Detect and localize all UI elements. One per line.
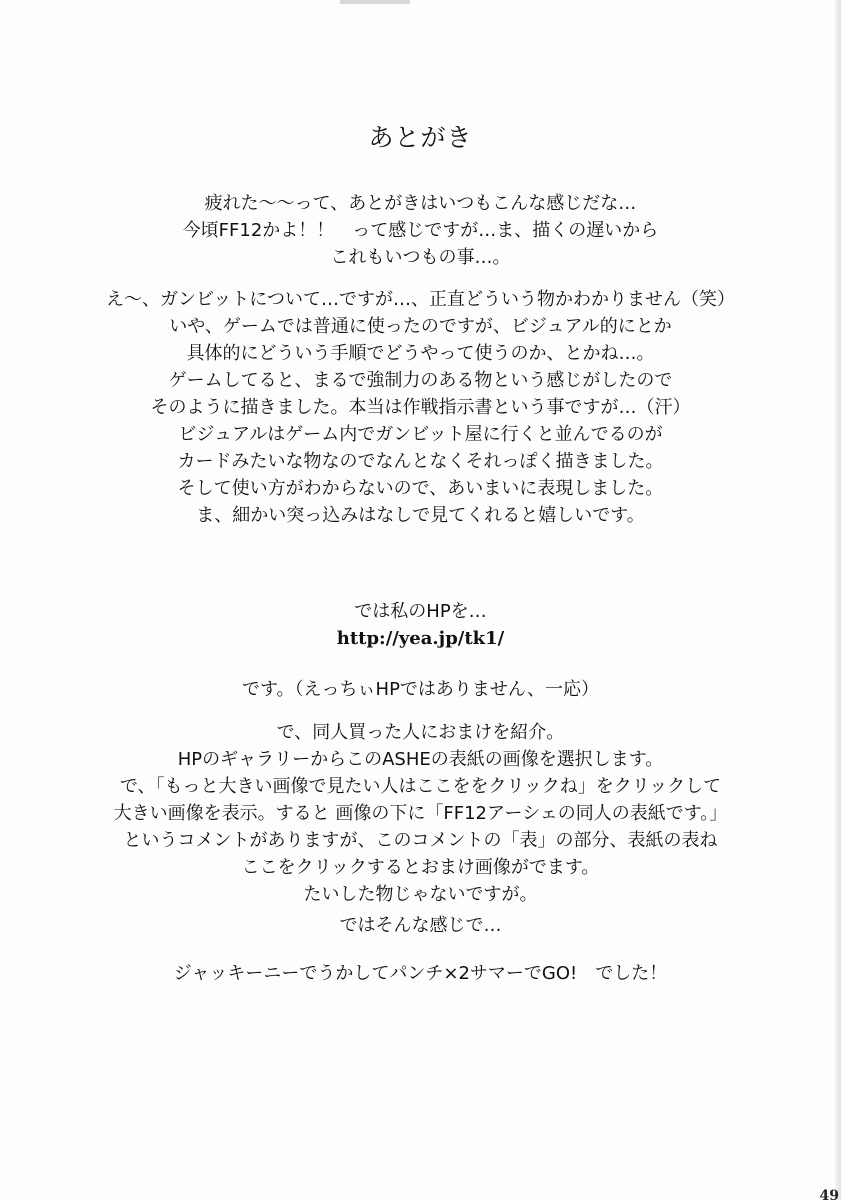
top-edge-mark [340,0,410,4]
homepage-note [40,676,801,703]
paragraph-intro [40,190,801,271]
text-line: ビジュアルはゲーム内でガンビット屋に行くと並んでるのが [178,424,663,445]
text-line: そして使い方がわからないので、あいまいに表現しました。 [177,478,664,499]
text-line: HPのギャラリーからこのASHEの表紙の画像を選択します。 [177,749,664,770]
text-line: カードみたいな物なのでなんとなくそれっぽく描きました。 [177,451,664,472]
homepage-intro [40,598,801,625]
text-line: え〜、ガンビットについて…ですが…、正直どういう物かわかりません（笑） [106,289,735,310]
text-line: では私のHPを… [354,601,487,622]
closing-line-1 [40,912,801,939]
text-line: ジャッキーニーでうかしてパンチ×2サマーでGO! でした！ [173,963,668,984]
text-line: たいした物じゃないですが。 [303,884,538,905]
text-line: いや、ゲームでは普通に使ったのですが、ビジュアル的にとか [169,316,672,337]
homepage-url-block [40,625,801,652]
text-line: これもいつもの事…。 [330,247,511,268]
text-line: 具体的にどういう手順でどうやって使うのか、とかね…。 [186,343,655,364]
text-line: ま、細かい突っ込みはなしで見てくれると嬉しいです。 [196,505,645,526]
page-number: 49 [819,1188,839,1204]
page-edge-shadow [835,0,841,1200]
text-line: で、同人買った人におまけを紹介。 [276,722,565,743]
closing-line-2 [40,960,801,987]
paragraph-note [40,502,801,529]
text-line: 今頃FF12かよ！！ って感じですが…ま、描くの遅いから [182,220,659,241]
text-line: 疲れた〜〜って、あとがきはいつもこんな感じだな… [204,193,637,214]
page-title: あとがき [368,123,473,152]
text-line: で、「もっと大きい画像で見たい人はここををクリックね」をクリックして [119,776,722,797]
text-line: です。（えっちぃHPではありません、一応） [241,679,600,700]
text-line: ではそんな感じで… [339,915,502,936]
text-line: ここをクリックするとおまけ画像がでます。 [241,857,600,878]
text-line: ゲームしてると、まるで強制力のある物という感じがしたので [168,370,673,391]
homepage-url: http://yea.jp/tk1/ [336,628,505,649]
text-line: 大きい画像を表示。すると 画像の下に「FF12アーシェの同人の表紙です。」 [113,803,728,824]
text-line: というコメントがありますが、このコメントの「表」の部分、表紙の表ね [123,830,718,851]
paragraph-bonus [40,719,801,908]
text-line: そのように描きました。本当は作戦指示書という事ですが…（汗） [150,397,691,418]
paragraph-gambit [40,286,801,502]
